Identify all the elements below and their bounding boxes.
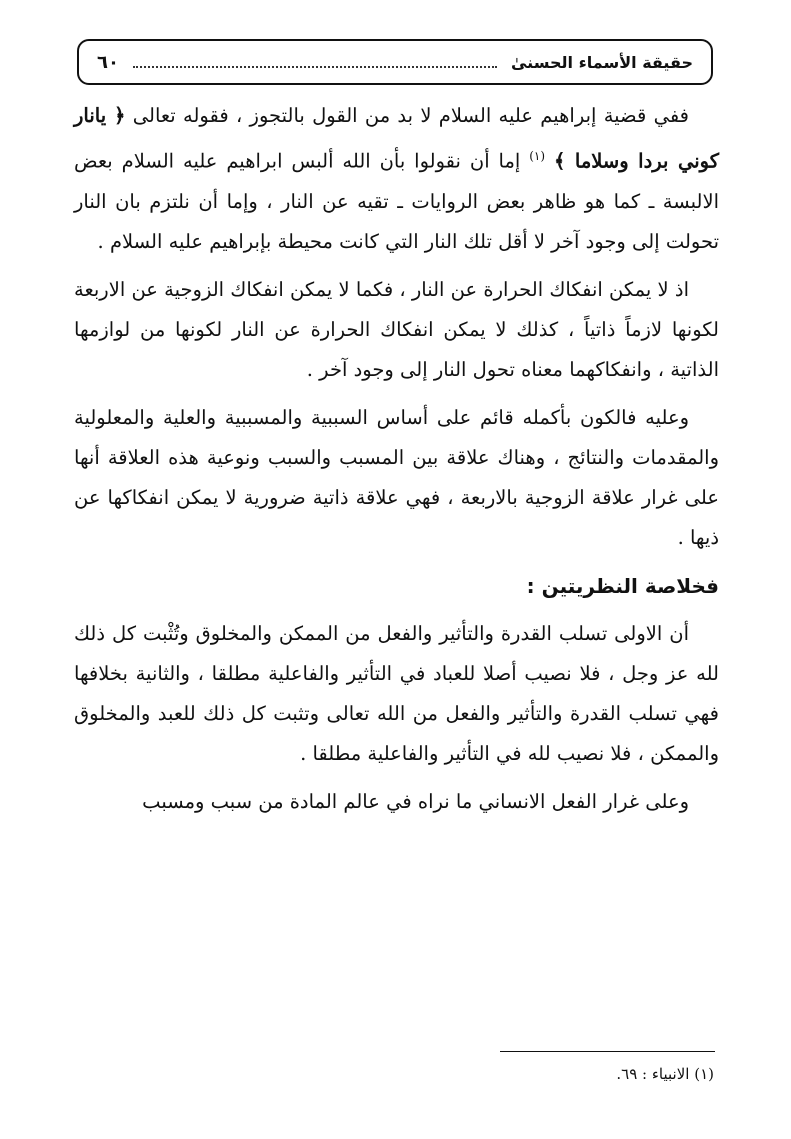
page-header [77,39,713,85]
header-dot-leader [133,56,497,68]
main-text [74,96,719,830]
footnote-reference: (١) [529,149,546,163]
paragraph-1-start: ففي قضية إبراهيم عليه السلام لا بد من القول بالتجوز ، فقوله تعالى [132,104,690,127]
page-number: ٦٠ [97,51,119,73]
paragraph-4: أن الاولى تسلب القدرة والتأثير والفعل من الممكن والمخلوق وتُثْبت كل ذلك لله عز وجل ، فلا نصيب أصلا للعباد في التأثير والفاعلية مطلقا ، والثانية بخلافها فهي تسلب القدرة والتأثير والفعل من الله تعالى وتثبت كل ذلك للعبد والمخلوق والممكن ، فلا نصيب لله في التأثير والفاعلية مطلقا . [74,621,719,765]
footnote-divider [500,1051,715,1052]
running-title: حقيقة الأسماء الحسنىٰ [510,52,693,72]
paragraph-5: وعلى غرار الفعل الانساني ما نراه في عالم المادة من سبب ومسبب [142,789,689,813]
footnote: (١) الانبياء : ٦٩. [616,1065,714,1083]
quran-verse: ﴿ يانار كوني بردا وسلاما ﴾ [74,104,719,173]
paragraph-1-rest: إما أن نقولوا بأن الله ألبس ابراهيم عليه السلام بعض الالبسة ـ كما هو ظاهر بعض الروايات ـ تقيه عن النار ، وإما أن نلتزم بان النار تحولت إلى وجود آخر لا أقل تلك النار التي كانت محيطة بإبراهيم عليه السلام . [74,149,719,253]
paragraph-1 [74,96,719,262]
paragraph-3: وعليه فالكون بأكمله قائم على أساس السببية والمسببية والعلية والمعلولية والمقدمات والنتائج ، وهناك علاقة بين المسبب والسبب ونوعية هذه العلاقة أنها على غرار علاقة الزوجية بالاربعة ، فهي علاقة ذاتية ضرورية لا يمكن انفكاكها عن ذيها . [74,405,719,549]
paragraph-2: اذ لا يمكن انفكاك الحرارة عن النار ، فكما لا يمكن انفكاك الزوجية عن الاربعة لكونها لازماً ذاتياً ، كذلك لا يمكن انفكاك الحرارة عن النار لكونها من لوازمها الذاتية ، وانفكاكهما معناه تحول النار إلى وجود آخر . [74,277,719,381]
section-heading: فخلاصة النظريتين : [526,573,719,598]
